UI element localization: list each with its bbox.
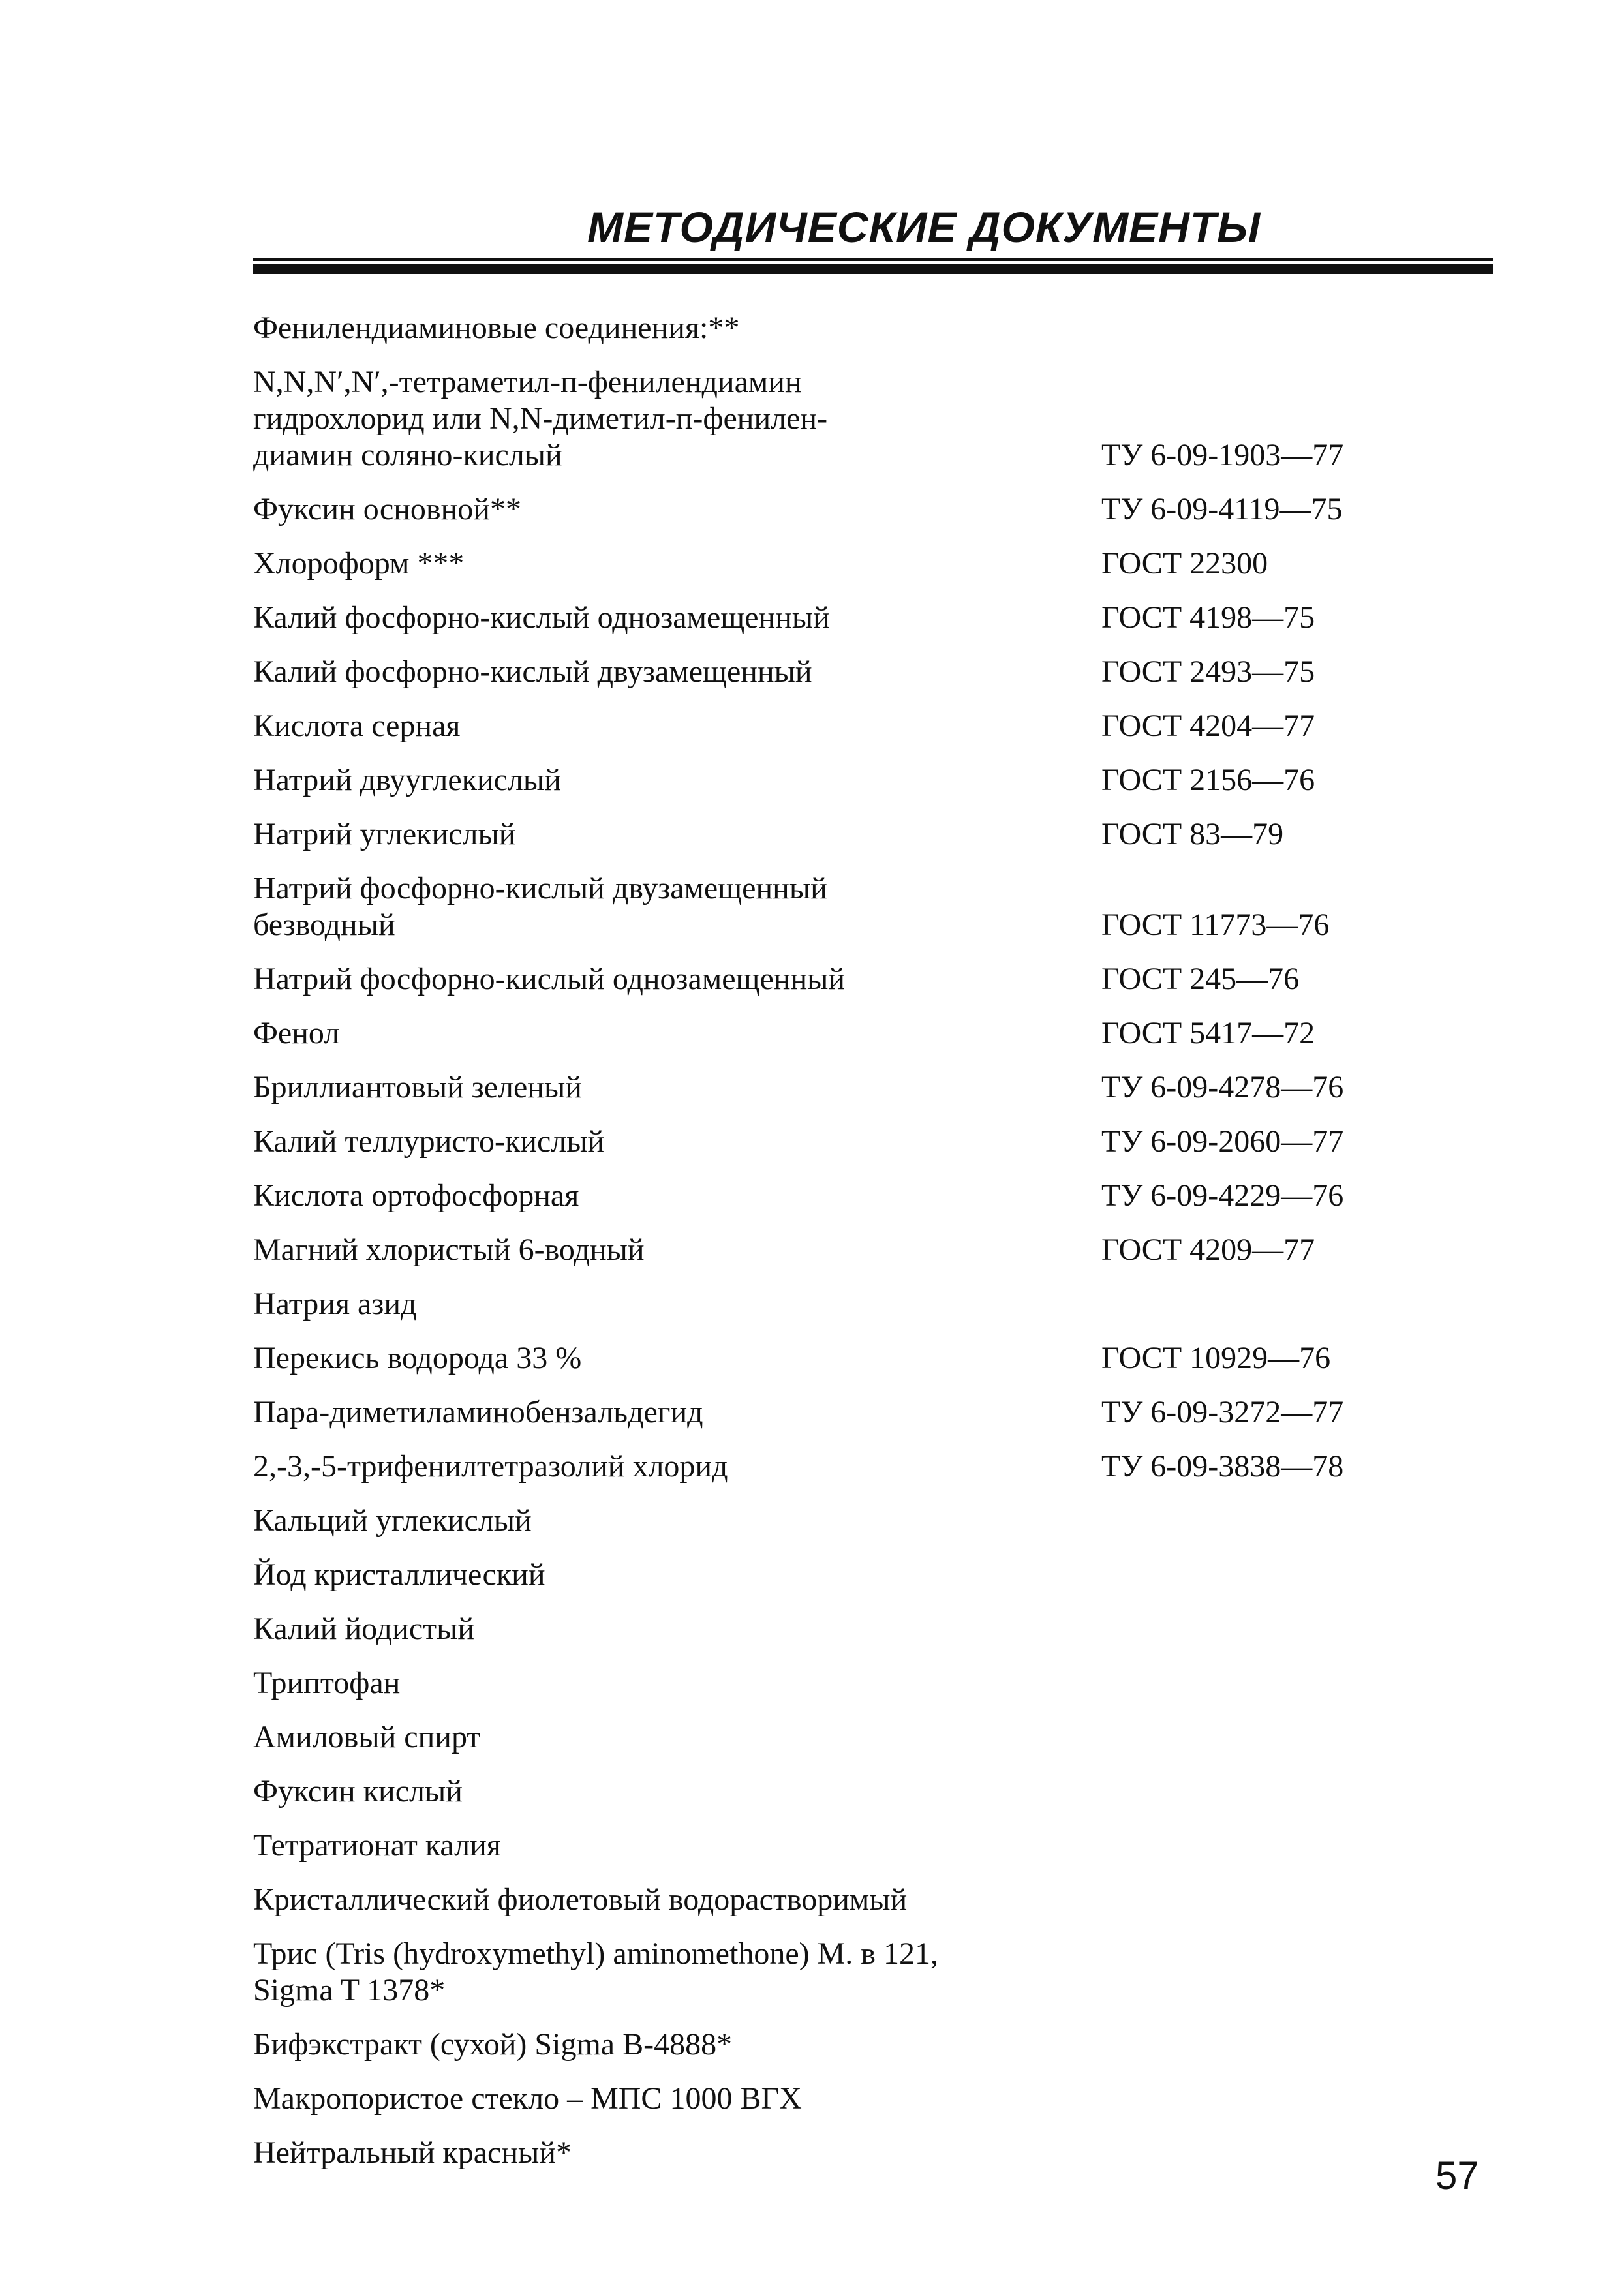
reagent-name [253,2081,1101,2117]
reagent-entry [253,654,1493,690]
reagent-entry [253,1827,1493,1864]
reagent-name [253,1557,1101,1593]
reagent-name-line: Перекись водорода 33 % [253,1341,582,1375]
reagent-name-line: Тетратионат калия [253,1828,501,1863]
reagent-name [253,1178,1101,1214]
reagent-name [253,1827,1101,1864]
standard-code: ГОСТ 5417—72 [1101,1016,1315,1050]
reagent-name-line: Нейтральный красный* [253,2135,572,2170]
reagent-name [253,1448,1101,1485]
reagent-name [253,364,1101,474]
reagent-entry [253,762,1493,799]
reagent-entry [253,1773,1493,1810]
reagent-name-line: Бриллиантовый зеленый [253,1070,582,1105]
standard-code: ГОСТ 11773—76 [1101,908,1330,942]
standard-code: ГОСТ 22300 [1101,546,1268,581]
reagent-entry [253,1882,1493,1918]
reagent-name [253,1611,1101,1647]
reagent-entry [253,1123,1493,1160]
reagent-entry [253,364,1493,474]
reagent-entry [253,545,1493,582]
standard-code: ТУ 6-09-4229—76 [1101,1178,1344,1213]
reagent-entry [253,1448,1493,1485]
standard-code: ТУ 6-09-1903—77 [1101,438,1344,472]
reagent-name-line: Кислота ортофосфорная [253,1178,579,1213]
reagent-entry [253,1611,1493,1647]
reagent-name [253,1123,1101,1160]
reagent-entry [253,600,1493,636]
reagent-entry [253,1503,1493,1539]
reagent-entry [253,816,1493,853]
reagent-name [253,310,1101,346]
reagent-entry [253,1232,1493,1268]
reagent-name [253,1015,1101,1052]
reagent-name-line: Амиловый спирт [253,1720,481,1754]
standard-code: ТУ 6-09-4278—76 [1101,1070,1344,1105]
reagent-entry [253,2026,1493,2063]
reagent-name-line: Фуксин основной** [253,492,521,527]
reagent-name [253,961,1101,998]
reagent-name [253,762,1101,799]
reagent-name [253,2135,1101,2171]
reagent-name-line: Триптофан [253,1666,401,1700]
reagent-name-line: Кристаллический фиолетовый водорастворимый [253,1882,908,1917]
reagent-name-line: Фуксин кислый [253,1774,463,1809]
reagent-name-line: Трис (Tris (hydroxymethyl) aminomethone) М. в 121, [253,1936,938,1971]
reagent-name [253,1232,1101,1268]
reagent-name [253,654,1101,690]
reagent-entry [253,1178,1493,1214]
standard-code: ТУ 6-09-4119—75 [1101,492,1343,527]
reagent-name-line: Йод кристаллический [253,1557,545,1592]
reagent-name-line: Пара-диметиламинобензальдегид [253,1395,703,1429]
reagent-entry [253,1340,1493,1377]
standard-code: ГОСТ 245—76 [1101,962,1300,996]
standard-code: ГОСТ 4198—75 [1101,600,1315,635]
reagent-entry [253,1286,1493,1322]
reagent-entry [253,1069,1493,1106]
reagent-name-line: Фенол [253,1016,340,1050]
reagent-name-line: Натрий фосфорно-кислый однозамещенный [253,962,846,996]
reagent-name-line: гидрохлорид или N,N-диметил-п-фенилен- [253,401,828,436]
standard-code: ГОСТ 83—79 [1101,817,1284,851]
page-title: МЕТОДИЧЕСКИЕ ДОКУМЕНТЫ [587,203,1261,251]
reagent-name [253,1665,1101,1702]
standard-code: ГОСТ 4209—77 [1101,1232,1315,1267]
reagent-entry [253,1015,1493,1052]
reagent-name-line: Натрий двууглекислый [253,763,561,797]
reagent-name [253,1503,1101,1539]
reagent-entry [253,961,1493,998]
standard-code: ГОСТ 10929—76 [1101,1341,1331,1375]
reagent-name-line: Натрий фосфорно-кислый двузамещенный [253,871,827,906]
reagent-name [253,708,1101,744]
reagent-entry [253,1665,1493,1702]
reagent-name-line: Кальций углекислый [253,1503,532,1538]
standard-code: ТУ 6-09-3272—77 [1101,1395,1344,1429]
standard-code: ТУ 6-09-3838—78 [1101,1449,1344,1484]
reagent-entry [253,491,1493,528]
standard-code: ГОСТ 2156—76 [1101,763,1315,797]
reagent-name [253,1719,1101,1756]
reagent-name [253,600,1101,636]
page-number: 57 [1435,2154,1479,2197]
reagent-entry [253,870,1493,943]
reagent-name [253,545,1101,582]
reagent-name [253,1882,1101,1918]
reagent-name [253,870,1101,943]
reagent-name-line: Sigma T 1378* [253,1973,446,2008]
reagent-entry [253,1719,1493,1756]
reagent-entry [253,310,1493,346]
reagent-name-line: Калий теллуристо-кислый [253,1124,605,1159]
header-rule-thin [253,258,1493,261]
reagent-name-line: Калий йодистый [253,1611,475,1646]
standard-code: ГОСТ 4204—77 [1101,709,1315,743]
reagent-name [253,1394,1101,1431]
reagent-name-line: N,N,N′,N′,-тетраметил-п-фенилендиамин [253,365,802,399]
reagent-name-line: Макропористое стекло – МПС 1000 ВГХ [253,2081,802,2116]
reagent-name-line: Калий фосфорно-кислый однозамещенный [253,600,830,635]
reagent-name-line: Бифэкстракт (сухой) Sigma B-4888* [253,2027,733,2062]
reagent-entry [253,708,1493,744]
reagent-name-line: безводный [253,908,395,942]
reagent-name [253,816,1101,853]
reagent-name [253,491,1101,528]
reagent-name [253,1773,1101,1810]
reagent-name [253,1286,1101,1322]
reagent-entry [253,1394,1493,1431]
reagent-entry [253,2081,1493,2117]
reagent-entry [253,1936,1493,2009]
reagent-name-line: Хлороформ *** [253,546,465,581]
standard-code: ГОСТ 2493—75 [1101,654,1315,689]
reagent-name [253,1936,1101,2009]
reagent-name-line: Магний хлористый 6-водный [253,1232,645,1267]
reagent-name-line: Натрия азид [253,1287,417,1321]
reagent-name-line: диамин соляно-кислый [253,438,562,472]
reagent-entry [253,1557,1493,1593]
reagent-name [253,2026,1101,2063]
reagent-list [253,310,1493,2189]
reagent-name-line: Натрий углекислый [253,817,516,851]
reagent-name [253,1069,1101,1106]
standard-code: ТУ 6-09-2060—77 [1101,1124,1344,1159]
reagent-name-line: Калий фосфорно-кислый двузамещенный [253,654,812,689]
reagent-name-line: Кислота серная [253,709,461,743]
reagent-name [253,1340,1101,1377]
reagent-entry [253,2135,1493,2171]
reagent-name-line: Фенилендиаминовые соединения:** [253,311,740,345]
reagent-name-line: 2,-3,-5-трифенилтетразолий хлорид [253,1449,728,1484]
header-rule-thick [253,264,1493,274]
